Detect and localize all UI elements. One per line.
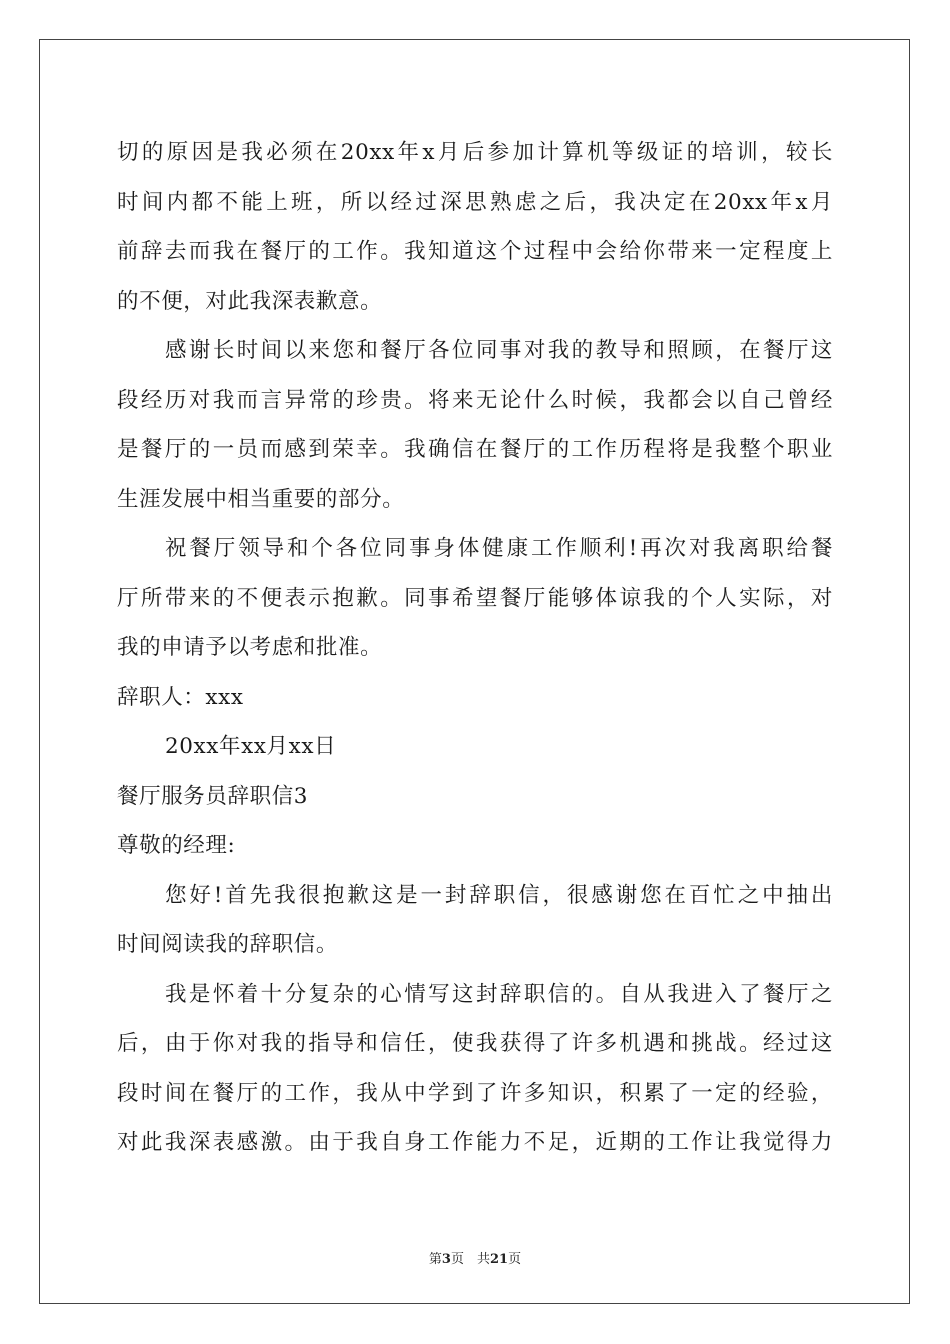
text-line: 切的原因是我必须在20xx年x月后参加计算机等级证的培训，较长 <box>117 140 833 165</box>
text-line: 生涯发展中相当重要的部分。 <box>117 486 405 512</box>
total-page-number: 21 <box>489 1252 509 1267</box>
text-line: 的不便，对此我深表歉意。 <box>117 288 383 314</box>
text-line: 时间阅读我的辞职信。 <box>117 932 339 957</box>
text-line: 对此我深表感激。由于我自身工作能力不足，近期的工作让我觉得力 <box>117 1130 833 1155</box>
current-page-number: 3 <box>441 1252 451 1267</box>
section-title: 餐厅服务员辞职信3 <box>117 783 309 809</box>
page-number-footer <box>0 1248 950 1267</box>
text-line: 祝餐厅领导和个各位同事身体健康工作顺利!再次对我离职给餐 <box>165 536 833 561</box>
footer-prefix: 第 <box>428 1252 442 1267</box>
footer-suffix: 页 <box>508 1252 522 1267</box>
text-line: 是餐厅的一员而感到荣幸。我确信在餐厅的工作历程将是我整个职业 <box>117 437 833 462</box>
salutation: 尊敬的经理: <box>117 833 236 858</box>
text-line: 段经历对我而言异常的珍贵。将来无论什么时候，我都会以自己曾经 <box>117 387 833 413</box>
text-line: 感谢长时间以来您和餐厅各位同事对我的教导和照顾，在餐厅这 <box>165 338 833 363</box>
footer-mid: 页 共 <box>450 1252 490 1267</box>
signer-line: 辞职人：xxx <box>117 684 244 710</box>
text-line: 您好!首先我很抱歉这是一封辞职信，很感谢您在百忙之中抽出 <box>165 882 833 908</box>
document-body <box>117 128 833 1168</box>
text-line: 前辞去而我在餐厅的工作。我知道这个过程中会给你带来一定程度上 <box>117 239 833 264</box>
text-line: 时间内都不能上班，所以经过深思熟虑之后，我决定在20xx年x月 <box>117 189 833 215</box>
text-line: 厅所带来的不便表示抱歉。同事希望餐厅能够体谅我的个人实际，对 <box>117 585 833 611</box>
text-line: 我的申请予以考虑和批准。 <box>117 635 383 660</box>
date-line: 20xx年xx月xx日 <box>165 734 337 759</box>
text-line: 段时间在餐厅的工作，我从中学到了许多知识，积累了一定的经验， <box>117 1080 833 1106</box>
text-line: 我是怀着十分复杂的心情写这封辞职信的。自从我进入了餐厅之 <box>165 981 833 1007</box>
text-line: 后，由于你对我的指导和信任，使我获得了许多机遇和挑战。经过这 <box>117 1031 833 1056</box>
